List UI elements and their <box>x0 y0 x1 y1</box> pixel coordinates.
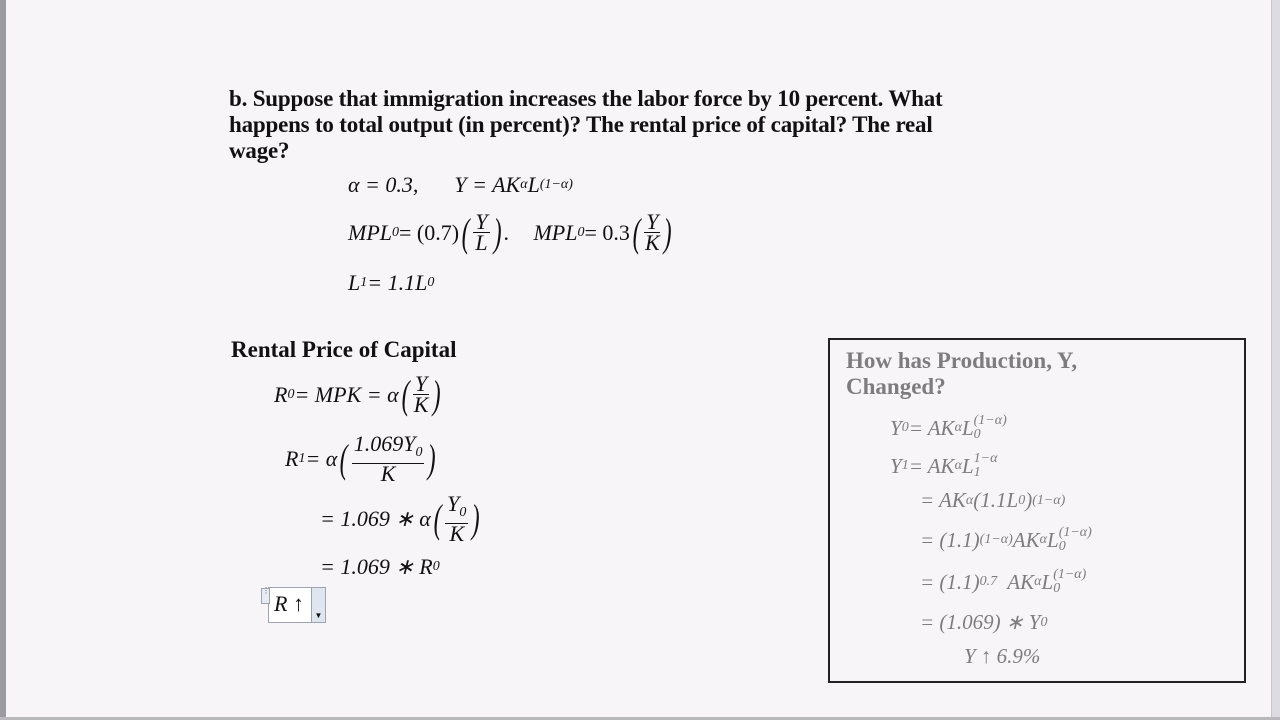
subscript: 0 <box>287 386 295 402</box>
equation-part: 0 <box>973 427 981 442</box>
exponent: (1−α) <box>539 177 573 192</box>
equation-part: 0.7 <box>979 574 998 589</box>
equation-part: Y ↑ 6.9% <box>964 644 1041 668</box>
equation-part: = (1.069) ∗ Y <box>920 610 1041 634</box>
window-left-edge <box>0 0 6 720</box>
equation-part: (1−α) <box>979 532 1013 547</box>
subscript: 0 <box>427 275 435 290</box>
equation-part: 0 <box>901 420 909 435</box>
denominator: K <box>645 230 660 255</box>
question-text <box>229 86 943 164</box>
mpl-label: MPL <box>348 219 392 245</box>
subscript: 1 <box>298 451 306 466</box>
production-step4 <box>920 610 1047 635</box>
equation-part: 0 <box>1018 492 1026 508</box>
alpha-value: α = 0.3, <box>348 172 419 197</box>
equation-part: L <box>961 453 974 478</box>
fraction <box>352 431 425 486</box>
production-function: Y = AK <box>454 172 521 197</box>
equation-part: α <box>954 458 962 473</box>
r-symbol: R <box>274 381 288 407</box>
fraction <box>413 371 429 417</box>
rhs: = α <box>305 446 338 471</box>
numerator: 1.069Y <box>353 431 416 456</box>
given-alpha-production <box>348 172 573 198</box>
mpl-label: MPL <box>533 219 578 245</box>
equation-part: = AK <box>920 488 966 512</box>
labor: L <box>348 270 361 295</box>
period: . <box>503 219 510 245</box>
equation-part: L <box>1041 569 1054 594</box>
equation-content-control[interactable] <box>262 586 326 623</box>
given-labor <box>348 270 434 296</box>
denominator: K <box>449 521 465 546</box>
labor: L <box>527 172 540 197</box>
production-change-box <box>828 338 1246 683</box>
subscript: 0 <box>577 224 585 240</box>
denominator: K <box>413 392 429 417</box>
production-y1 <box>890 452 997 480</box>
equation-part: AK <box>1012 527 1040 552</box>
equation-part: = AK <box>908 453 955 478</box>
production-step2 <box>920 526 1092 554</box>
rental-line4 <box>320 554 440 580</box>
equation-part: = AK <box>908 415 955 440</box>
subscript: 1 <box>360 275 368 290</box>
equation-part: (1.1L <box>973 488 1019 512</box>
exponent: α <box>520 177 528 192</box>
equation-part: AK <box>997 569 1035 594</box>
equation-part: Y <box>890 453 902 478</box>
subscript: 0 <box>432 559 440 574</box>
equation-part: L <box>961 415 974 440</box>
equation-part: 1 <box>901 458 909 473</box>
r-symbol: R <box>285 446 299 471</box>
equation-part: 0 <box>1053 581 1061 596</box>
window-right-edge <box>1271 0 1280 720</box>
equation-part: α <box>965 492 974 508</box>
rental-price-heading: Rental Price of Capital <box>231 337 457 362</box>
production-step3 <box>920 568 1086 596</box>
rhs: = 1.069 ∗ R <box>320 554 433 579</box>
equation-part: 0 <box>1040 614 1048 630</box>
numerator: Y <box>414 371 428 396</box>
equation-part: 1 <box>973 465 981 480</box>
fraction <box>445 491 468 546</box>
numerator: Y <box>447 491 460 516</box>
numerator: Y <box>475 209 488 234</box>
subscript: 0 <box>392 224 399 240</box>
equation-part: (1−α) <box>973 413 1007 428</box>
labor-equation: = 1.1L <box>367 270 428 295</box>
rhs: = MPK = α <box>294 381 399 407</box>
production-step1 <box>920 488 1065 513</box>
question-line: happens to total output (in percent)? The rental price of capital? The real <box>229 112 933 137</box>
rental-r0: R 0 = MPK = α ( $\frac{Y}{K}$ ) <box>274 371 441 417</box>
fraction <box>644 209 660 255</box>
answer-value[interactable]: R ↑ <box>274 591 304 616</box>
equation-part: α <box>954 420 962 435</box>
question-line: wage? <box>229 138 290 163</box>
denominator: K <box>380 461 396 486</box>
drag-handle-icon[interactable]: ⋮ <box>261 588 270 604</box>
equation-part: α <box>1039 532 1047 547</box>
production-result <box>964 644 1040 669</box>
question-line: b. Suppose that immigration increases the labor force by 10 percent. What <box>229 86 943 111</box>
numerator: Y <box>646 209 659 234</box>
subscript: 0 <box>415 445 423 460</box>
equation-part: 0 <box>1058 539 1066 554</box>
equation-part: = (1.1) <box>920 527 980 552</box>
heading-line: Changed? <box>846 374 946 399</box>
equation-part: (1−α) <box>1058 525 1092 540</box>
given-mpl: MPL 0 = (0.7) ( $\frac{Y}{L}$ ) . MPL 0 = 0.3 ( $\frac{Y}{K}$ ) <box>348 209 673 255</box>
equation-part: 1−α <box>973 451 998 466</box>
equation-part: ) <box>1025 488 1033 512</box>
coefficient: = (0.7) <box>399 219 460 245</box>
production-heading <box>846 348 1077 400</box>
fraction <box>473 209 489 255</box>
rental-line3: = 1.069 ∗ α ( $\frac{Y_0}{K}$ ) <box>320 491 481 546</box>
equation-part: Y <box>890 415 902 440</box>
chevron-down-icon[interactable]: ▼ <box>311 588 325 622</box>
equation-part: L <box>1047 527 1059 552</box>
production-y0 <box>890 414 1007 442</box>
equation-part: α <box>1034 574 1042 589</box>
equation-part: (1−α) <box>1032 492 1066 508</box>
coefficient: = 0.3 <box>584 219 630 245</box>
heading-line: How has Production, Y, <box>846 348 1078 373</box>
equation-part: = (1.1) <box>920 569 980 594</box>
denominator: L <box>475 230 488 255</box>
equation-part: (1−α) <box>1053 567 1087 582</box>
rhs: = 1.069 ∗ α <box>320 506 431 531</box>
rental-r1: R 1 = α ( $\frac{1.069Y_0}{K}$ ) <box>285 431 437 486</box>
subscript: 0 <box>459 505 467 520</box>
